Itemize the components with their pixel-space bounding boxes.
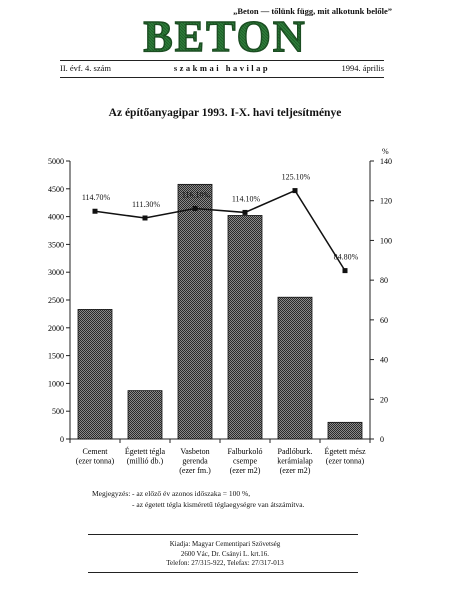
percent-label: 116.10% xyxy=(181,190,211,200)
left-tick-label: 1500 xyxy=(48,351,64,361)
percent-marker xyxy=(193,206,198,211)
note-line-1: - az előző év azonos időszaka = 100 %, xyxy=(132,489,251,498)
right-tick-label: 20 xyxy=(380,395,388,405)
publisher-line: Kiadja: Magyar Cementipari Szövetség xyxy=(169,540,281,548)
bar xyxy=(178,184,212,439)
issue-volume: II. évf. 4. szám xyxy=(60,63,111,73)
category-label: (ezer fm.) xyxy=(179,466,211,475)
phone-line: Telefon: 27/315-922, Telefax: 27/317-013 xyxy=(166,559,284,567)
notes-label: Megjegyzés: xyxy=(92,489,131,498)
category-label: (ezer m2) xyxy=(279,466,311,475)
percent-label: 125.10% xyxy=(281,172,311,182)
percent-label: 114.10% xyxy=(231,194,261,204)
category-label: kerámialap xyxy=(277,456,313,466)
chart-notes xyxy=(92,488,304,510)
category-label: gerenda xyxy=(182,456,208,466)
footer-rule-bottom xyxy=(88,572,358,573)
category-label: (millió db.) xyxy=(126,456,164,466)
category-label: Falburkoló xyxy=(227,447,263,456)
issue-type: szakmai havilap xyxy=(173,63,271,73)
category-label: Vasbeton xyxy=(180,447,210,456)
category-label: Égetett mész xyxy=(324,447,366,456)
address-line: 2600 Vác, Dr. Csányi L. krt.16. xyxy=(180,549,270,558)
right-tick-label: 120 xyxy=(380,196,392,206)
category-label: (ezer tonna) xyxy=(75,456,115,466)
category-label: Cement xyxy=(82,447,108,456)
bar xyxy=(128,391,162,439)
left-tick-label: 1000 xyxy=(48,379,64,389)
category-label: (ezer tonna) xyxy=(325,456,365,466)
right-tick-label: 40 xyxy=(380,355,388,365)
publisher-footer xyxy=(0,540,450,569)
left-tick-label: 4000 xyxy=(48,212,64,222)
issue-date: 1994. április xyxy=(341,63,384,73)
right-axis-unit: % xyxy=(382,147,389,156)
category-label: csempe xyxy=(233,456,257,466)
percent-marker xyxy=(293,188,298,193)
right-tick-label: 100 xyxy=(380,236,392,246)
chart-title: Az építőanyagipar 1993. I-X. havi teljesítménye xyxy=(108,107,342,119)
right-tick-label: 0 xyxy=(380,435,384,444)
percent-marker xyxy=(343,268,348,273)
percent-marker xyxy=(93,209,98,214)
masthead-motto: „Beton — tőlünk függ, mit alkotunk belőle” xyxy=(233,6,392,16)
footer-rule-top xyxy=(88,534,358,535)
left-tick-label: 5000 xyxy=(48,157,64,166)
percent-label: 114.70% xyxy=(81,193,111,203)
right-tick-label: 140 xyxy=(380,157,392,166)
percent-marker xyxy=(143,215,148,220)
bar xyxy=(78,309,112,439)
left-tick-label: 500 xyxy=(52,407,64,417)
left-tick-label: 2500 xyxy=(48,296,64,305)
left-tick-label: 4500 xyxy=(48,184,64,194)
note-line-2: - az égetett tégla kisméretű téglaegységre van átszámítva. xyxy=(132,500,305,509)
category-label: (ezer m2) xyxy=(229,466,261,475)
left-tick-label: 3500 xyxy=(48,240,64,250)
left-tick-label: 0 xyxy=(60,435,64,444)
left-tick-label: 3000 xyxy=(48,268,64,278)
bar xyxy=(228,215,262,439)
left-tick-label: 2000 xyxy=(48,323,64,333)
right-tick-label: 80 xyxy=(380,276,388,286)
category-label: Égetett tégla xyxy=(124,447,166,456)
percent-marker xyxy=(243,210,248,215)
percent-label: 111.30% xyxy=(131,199,161,209)
bar xyxy=(278,297,312,439)
percent-label: 84.80% xyxy=(333,252,359,262)
logo-text: BETON xyxy=(143,15,307,57)
bar xyxy=(328,422,362,439)
category-label: Padlóburk. xyxy=(277,447,313,456)
right-tick-label: 60 xyxy=(380,315,388,325)
